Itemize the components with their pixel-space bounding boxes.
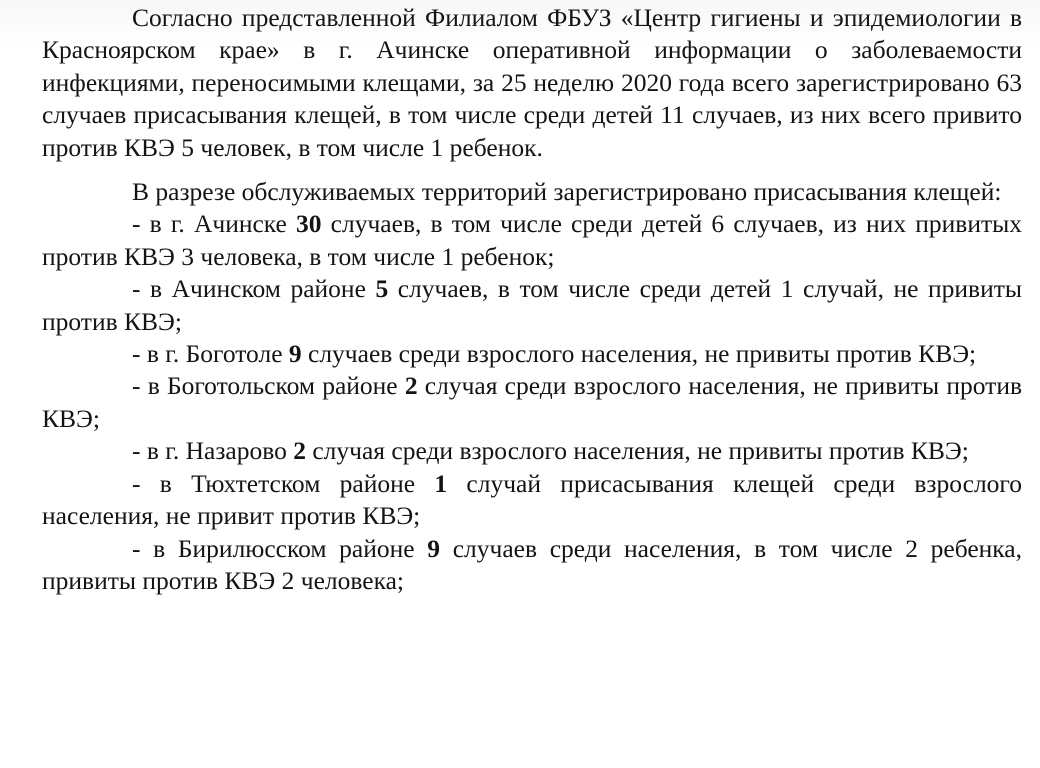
list-item-bogotol-district (42, 370, 1022, 435)
item-prefix: - в Ачинском районе (132, 274, 376, 304)
list-item-achinsk-district (42, 273, 1022, 338)
list-item-bogotol (42, 338, 1022, 370)
item-text: случая среди взрослого населения, не привиты против КВЭ; (42, 371, 1023, 433)
territories-intro-paragraph: В разрезе обслуживаемых территорий зарегистрировано присасывания клещей: (132, 177, 1002, 207)
list-item-tyukhtet-district (42, 468, 1022, 533)
item-count: 2 (293, 436, 306, 466)
item-prefix: - в г. Боготоле (132, 339, 289, 369)
document-body (42, 2, 1022, 597)
item-text: случая среди взрослого населения, не привиты против КВЭ; (305, 436, 969, 466)
list-item-birilyussy-district (42, 533, 1022, 598)
item-prefix: - в г. Назарово (132, 436, 294, 466)
list-item-nazarovo (42, 435, 1022, 467)
intro-paragraph: Согласно представленной Филиалом ФБУЗ «Центр гигиены и эпидемиологии в Красноярском крае» в г. Ачинске оперативной информации о заболеваемости инфекциями, переносимыми клещами, за 25 неделю 2020 года всего зарегистрировано 63 случаев присасывания клещей, в том числе среди детей 11 случаев, из них всего привито против КВЭ 5 человек, в том числе 1 ребенок. (42, 3, 1022, 162)
item-text: случай присасывания клещей среди взрослого населения, не привит против КВЭ; (42, 468, 1023, 531)
item-count: 1 (434, 468, 448, 498)
item-prefix: - в Боготольском районе (132, 371, 405, 401)
item-count: 30 (296, 209, 322, 239)
item-count: 9 (288, 339, 302, 369)
item-text: случаев, в том числе среди детей 1 случай, не привиты против КВЭ; (42, 274, 1022, 336)
item-count: 5 (375, 274, 389, 304)
item-prefix: - в Тюхтетском районе (132, 468, 435, 498)
item-text: случаев среди населения, в том числе 2 ребенка, привиты против КВЭ 2 человека; (42, 533, 1022, 595)
item-prefix: - в г. Ачинске (132, 209, 297, 239)
item-text: случаев, в том числе среди детей 6 случаев, из них привитых против КВЭ 3 человека, в том числе 1 ребенок; (42, 209, 1022, 271)
item-text: случаев среди взрослого населения, не привиты против КВЭ; (301, 339, 977, 369)
item-count: 2 (404, 371, 418, 401)
item-prefix: - в Бирилюсском районе (132, 533, 428, 563)
item-count: 9 (427, 533, 441, 563)
list-item-achinsk (42, 208, 1022, 273)
